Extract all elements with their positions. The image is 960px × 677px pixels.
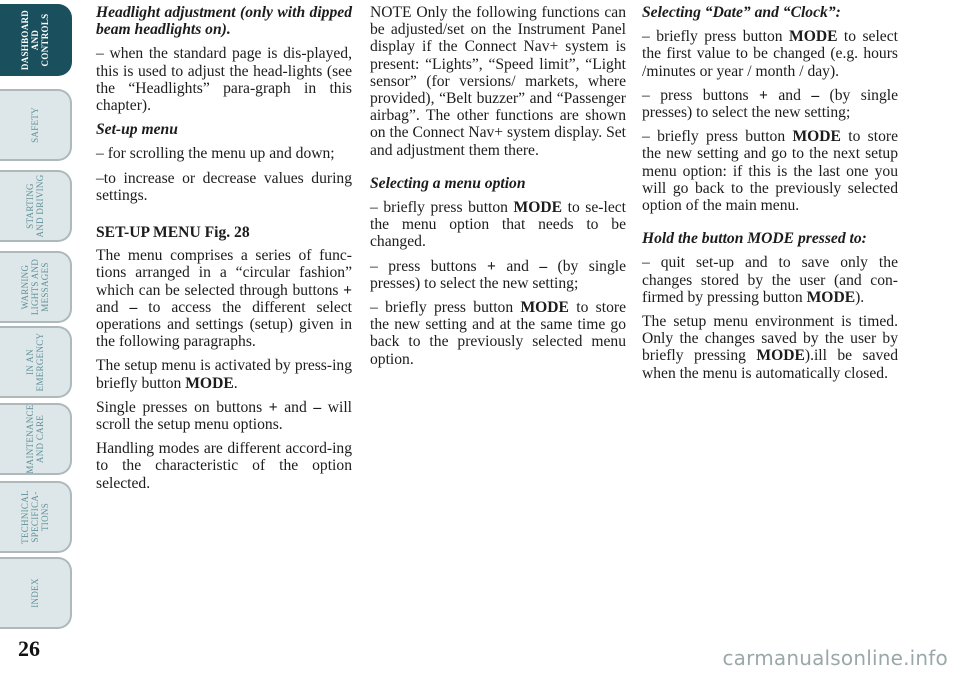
tab-label: SAFETY [30,107,40,143]
setup-menu-subtitle: Set-up menu [96,121,178,139]
tab-label: WARNING LIGHTS AND MESSAGES [20,258,50,316]
hold-mode-title: Hold the button MODE pressed to: [642,230,867,248]
hold-step-1: – quit set-up and to save only the changes stored by the user (and con-firmed by pressing button MODE). [642,254,898,306]
tab-in-an-emergency[interactable] [0,326,72,398]
timed-paragraph: The setup menu environment is timed. Only the changes saved by the user by briefly pressing MODE).ill be saved when the menu is automatically closed. [642,313,898,382]
increase-text: –to increase or decrease values during settings. [96,169,352,204]
handling-modes-paragraph: Handling modes are different accord-ing to the characteristic of the option selected. [96,440,352,492]
tab-dashboard-and-controls[interactable] [0,4,72,76]
tab-maintenance-and-care[interactable] [0,403,72,475]
tab-label: IN AN EMERGENCY [25,332,45,392]
single-presses-paragraph: Single presses on buttons + and – will scroll the setup menu options. [96,398,353,434]
setup-menu-heading: SET-UP MENU Fig. 28 [96,224,250,242]
select-step-1: – briefly press button MODE to se-lect the menu option that needs to be changed. [370,199,626,251]
date-clock-title: Selecting “Date” and “Clock”: [642,4,841,21]
tab-warning-lights[interactable] [0,251,72,323]
date-step-2: – press buttons + and – (by single presses) to select the new setting; [642,86,898,122]
selecting-menu-option-title: Selecting a menu option [370,174,526,192]
column-2 [370,4,626,375]
select-step-3: – briefly press button MODE to store the new setting and at the same time go back to the previously selected menu option. [370,299,626,368]
headlight-adjustment-text: – when the standard page is dis-played, this is used to adjust the head-lights (see the “Headlights” para-graph in this chapter). [96,45,352,115]
column-3 [642,4,898,389]
scroll-text: – for scrolling the menu up and down; [96,145,335,163]
page-number: 26 [18,636,40,661]
setup-activation-paragraph: The setup menu is activated by press-ing briefly button MODE. [96,357,352,392]
tab-label: MAINTENANCE AND CARE [25,404,45,474]
date-step-1: – briefly press button MODE to select the first value to be changed (e.g. hours /minutes or year / month / day). [642,28,898,80]
column-1 [96,4,352,499]
tab-label: DASHBOARD AND CONTROLS [20,9,50,71]
tab-technical-specifications[interactable] [0,481,72,553]
watermark: carmanualsonline.info [722,646,948,670]
note-paragraph: NOTE Only the following functions can be adjusted/set on the Instrument Panel display if the Connect Nav+ system is present: “Lights”, “Speed limit”, “Light sensor” (for versions/ markets, where provided), “Belt buzzer” and “Passenger airbag”. The other functions are shown on the Connect Nav+ system display. Set and adjustment them there. [370,4,626,159]
tab-label: STARTING AND DRIVING [25,174,45,238]
section-tabs [0,0,76,640]
tab-label: TECHNICAL SPECIFICA- TIONS [20,490,50,544]
select-step-2: – press buttons + and – (by single presses) to select the new setting; [370,257,626,292]
tab-starting-and-driving[interactable] [0,170,72,242]
tab-label: INDEX [30,578,40,608]
date-step-3: – briefly press button MODE to store the new setting and go to the next setup menu option: if this is the last one you will go back to the previously selected option of the main menu. [642,128,898,215]
setup-intro-paragraph: The menu comprises a series of func-tions arranged in a “circular fashion” which can be selected through buttons + and – to access the different select operations and settings (setup) given in the following paragraphs. [96,247,352,351]
tab-safety[interactable] [0,89,72,161]
tab-index[interactable] [0,557,72,629]
headlight-adjustment-title: Headlight adjustment (only with dipped beam headlights on). [96,4,352,39]
